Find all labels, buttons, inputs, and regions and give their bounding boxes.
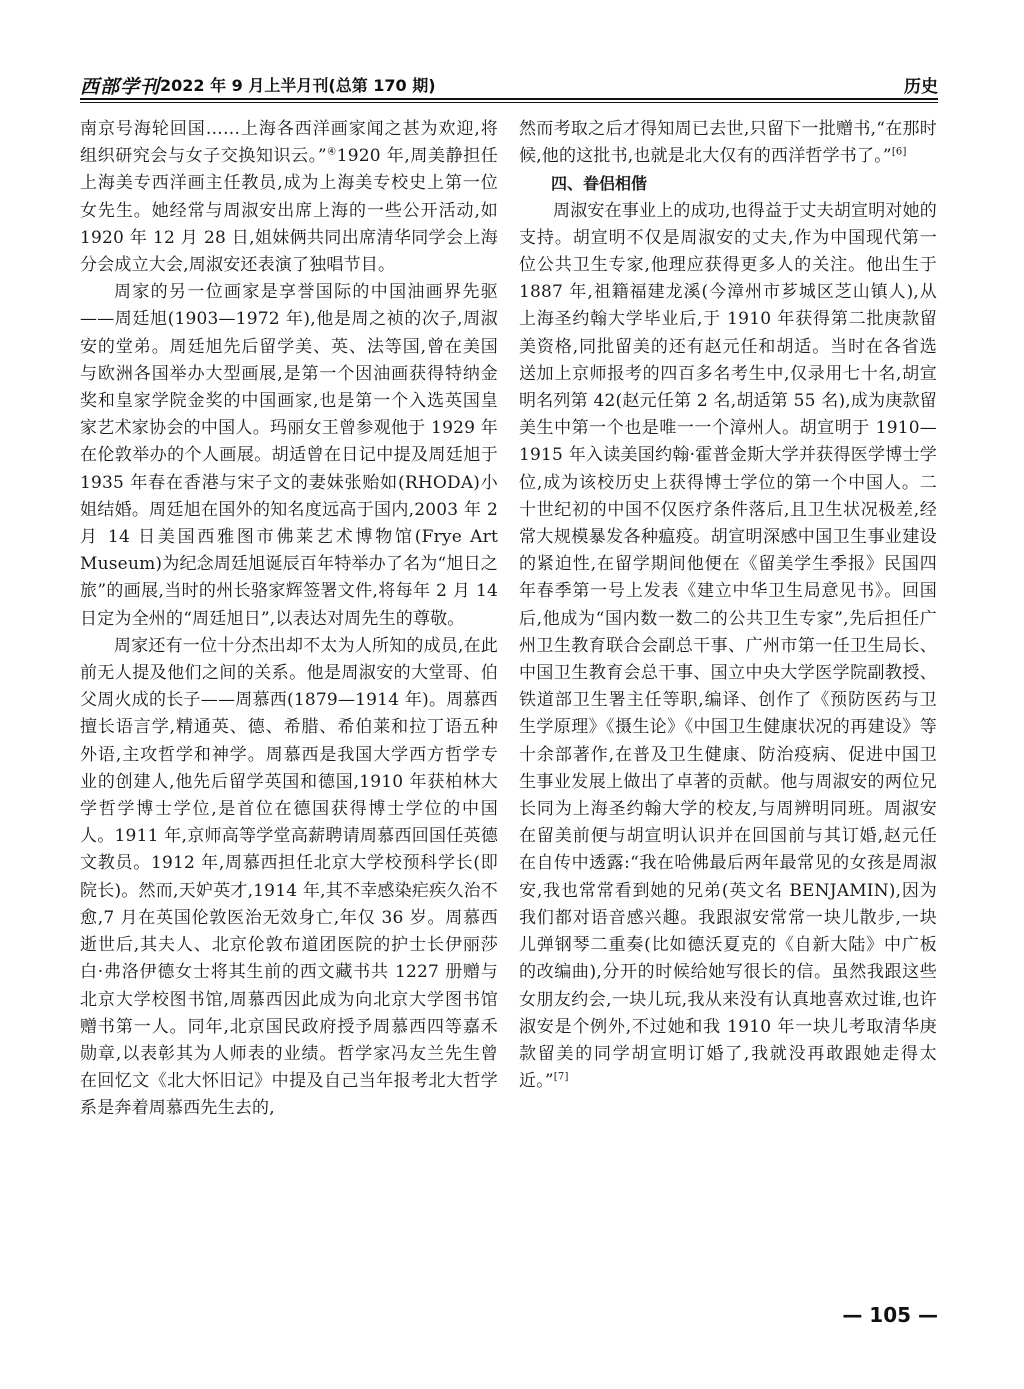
section-tag: 历史 [904, 77, 938, 97]
paragraph: 南京号海轮回国……上海各西洋画家闻之甚为欢迎,将组织研究会与女子交换知识云。”④1920 年,周美静担任上海美专西洋画主任教员,成为上海美专校史上第一位女先生。她经常与周淑安出席上海的一些公开活动,如 1920 年 12 月 28 日,姐妹俩共同出席清华同学会上海分会成立大会,周淑安还表演了独唱节目。 [80, 119, 498, 276]
header-rule-thin [80, 102, 938, 103]
citation-marker: [7] [553, 1071, 569, 1083]
right-column [519, 116, 937, 1296]
paragraph: 周家还有一位十分杰出却不太为人所知的成员,在此前无人提及他们之间的关系。他是周淑安的大堂哥、伯父周火成的长子——周慕西(1879—1914 年)。周慕西擅长语言学,精通英、德、希腊、希伯莱和拉丁语五种外语,主攻哲学和神学。周慕西是我国大学西方哲学专业的创建人,他先后留学英国和德国,1910 年获柏林大学哲学博士学位,是首位在德国获得博士学位的中国人。1911 年,京师高等学堂高薪聘请周慕西回国任英德文教员。1912 年,周慕西担任北京大学校预科学长(即院长)。然而,天妒英才,1914 年,其不幸感染疟疾久治不愈,7 月在英国伦敦医治无效身亡,年仅 36 岁。周慕西逝世后,其夫人、北京伦敦布道团医院的护士长伊丽莎白·弗洛伊德女士将其生前的西文藏书共 1227 册赠与北京大学校图书馆,周慕西因此成为向北京大学图书馆赠书第一人。同年,北京国民政府授予周慕西四等嘉禾勋章,以表彰其为人师表的业绩。哲学家冯友兰先生曾在回忆文《北大怀旧记》中提及自己当年报考北大哲学系是奔着周慕西先生去的, [80, 635, 498, 1119]
paragraph: 周淑安在事业上的成功,也得益于丈夫胡宣明对她的支持。胡宣明不仅是周淑安的丈夫,作为中国现代第一位公共卫生专家,他理应获得更多人的关注。他出生于 1887 年,祖籍福建龙溪(今漳州市芗城区芝山镇人),从上海圣约翰大学毕业后,于 1910 年获得第二批庚款留美资格,同批留美的还有赵元任和胡适。当时在各省选送加上京师报考的四百多名考生中,仅录用七十名,胡宣明名列第 42(赵元任第 2 名,胡适第 55 名),成为庚款留美生中第一个也是唯一一个漳州人。胡宣明于 1910—1915 年入读美国约翰·霍普金斯大学并获得医学博士学位,成为该校历史上获得博士学位的第一个中国人。二十世纪初的中国不仅医疗条件落后,且卫生状况极差,经常大规模暴发各种瘟疫。胡宣明深感中国卫生事业建设的紧迫性,在留学期间他便在《留美学生季报》民国四年春季第一号上发表《建立中华卫生局意见书》。回国后,他成为“国内数一数二的公共卫生专家”,先后担任广州卫生教育联合会副总干事、广州市第一任卫生局长、中国卫生教育会总干事、国立中央大学医学院副教授、铁道部卫生署主任等职,编译、创作了《预防医药与卫生学原理》《摄生论》《中国卫生健康状况的再建设》等十余部著作,在普及卫生健康、防治疫病、促进中国卫生事业发展上做出了卓著的贡献。他与周淑安的两位兄长同为上海圣约翰大学的校友,与周辨明同班。周淑安在留美前便与胡宣明认识并在回国前与其订婚,赵元任在自传中透露:“我在哈佛最后两年最常见的女孩是周淑安,我也常常看到她的兄弟(英文名 BENJAMIN),因为我们都对语音感兴趣。我跟淑安常常一块儿散步,一块儿弹钢琴二重奏(比如德沃夏克的《自新大陆》中广板的改编曲),分开的时候给她写很长的信。虽然我跟这些女朋友约会,一块儿玩,我从来没有认真地喜欢过谁,也许淑安是个例外,不过她和我 1910 年一块儿考取清华庚款留美的同学胡宣明订婚了,我就没再敢跟她走得太近。”[7] [519, 200, 937, 1092]
left-column [80, 116, 498, 1296]
journal-logo: 西部学刊 [80, 76, 161, 98]
running-header [80, 70, 938, 100]
issue-info: 2022 年 9 月上半月刊(总第 170 期) [160, 76, 436, 95]
footnote-marker: ④ [326, 146, 337, 158]
citation-marker: [6] [891, 146, 907, 158]
page-number: — 105 — [842, 1303, 938, 1327]
paragraph: 周家的另一位画家是享誉国际的中国油画界先驱——周廷旭(1903—1972 年),他是周之祯的次子,周淑安的堂弟。周廷旭先后留学美、英、法等国,曾在美国与欧洲各国举办大型画展,是第一个因油画获得特纳金奖和皇家学院金奖的中国画家,也是第一个入选英国皇家艺术家协会的中国人。玛丽女王曾参观他于 1929 年在伦敦举办的个人画展。胡适曾在日记中提及周廷旭于 1935 年春在香港与宋子文的妻妹张贻如(RHODA)小姐结婚。周廷旭在国外的知名度远高于国内,2003 年 2 月 14 日美国西雅图市佛莱艺术博物馆(Frye Art Museum)为纪念周廷旭诞辰百年特举办了名为“旭日之旅”的画展,当时的州长骆家辉签署文件,将每年 2 月 14 日定为全州的“周廷旭日”,以表达对周先生的尊敬。 [80, 282, 498, 629]
section-heading: 四、眷侣相偕 [551, 174, 648, 194]
paragraph: 然而考取之后才得知周已去世,只留下一批赠书,“在那时候,他的这批书,也就是北大仅有的西洋哲学书了。”[6] [519, 119, 937, 167]
header-rule-thick [80, 98, 938, 100]
